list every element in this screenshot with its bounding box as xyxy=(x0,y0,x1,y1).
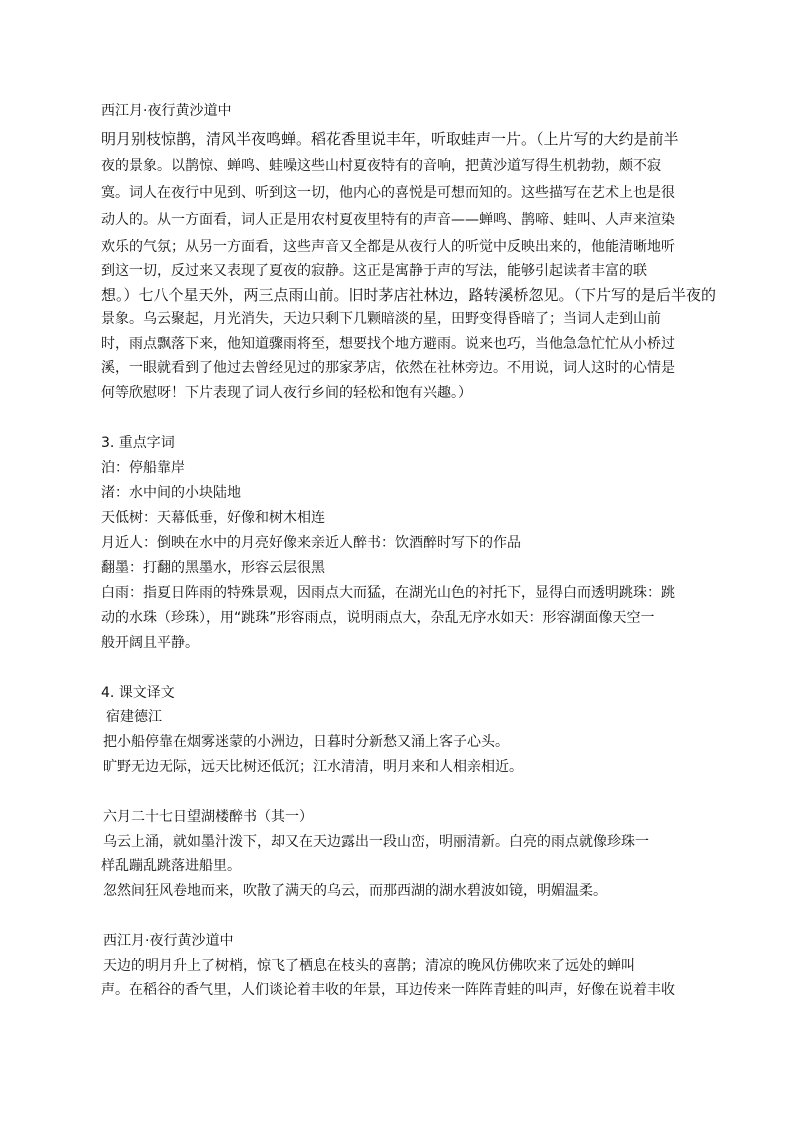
annotation-line: 景象。乌云聚起，月光消失，天边只剩下几颗暗淡的星，田野变得昏暗了；当词人走到山前 xyxy=(101,311,661,327)
annotation-line: 溪，一眼就看到了他过去曾经见过的那家茅店，依然在社林旁边。不用说，词人这时的心情是 xyxy=(101,360,675,376)
translation-line: 把小船停靠在烟雾迷蒙的小洲边，日暮时分新愁又涌上客子心头。 xyxy=(103,734,509,750)
translation-line: 旷野无边无际，远天比树还低沉；江水清清，明月来和人相亲相近。 xyxy=(103,759,523,775)
annotation-line: 想。）七八个星天外，两三点雨山前。旧时茅店社林边，路转溪桥忽见。（下片写的是后半夜的 xyxy=(101,286,717,304)
annotation-line: 时，雨点飘落下来，他知道骤雨将至，想要找个地方避雨。说来也巧，当他急急忙忙从小桥过 xyxy=(101,336,675,352)
annotation-line: 寞。词人在夜行中见到、听到这一切，他内心的喜悦是可想而知的。这些描写在艺术上也是很 xyxy=(101,185,675,201)
translation-title: 宿建德江 xyxy=(106,709,162,725)
annotation-line: 明月别枝惊鹊，清风半夜鸣蝉。稻花香里说丰年，听取蛙声一片。（上片写的大约是前半 xyxy=(101,130,679,148)
translation-line: 声。在稻谷的香气里，人们谈论着丰收的年景，耳边传来一阵阵青蛙的叫声，好像在说着丰收 xyxy=(101,982,675,998)
vocab-line: 翻墨：打翻的黑墨水，形容云层很黑 xyxy=(101,560,325,576)
vocab-line: 天低树：天幕低垂，好像和树木相连 xyxy=(101,510,325,526)
annotation-line: 动人的。从一方面看，词人正是用农村夏夜里特有的声音——蝉鸣、鹊啼、蛙叫、人声来渲染 xyxy=(101,212,675,228)
section-heading: 4. 课文译文 xyxy=(101,685,175,701)
annotation-line: 何等欣慰呀！下片表现了词人夜行乡间的轻松和饱有兴趣。） xyxy=(101,385,472,401)
translation-title: 西江月·夜行黄沙道中 xyxy=(103,933,234,949)
vocab-line: 月近人：倒映在水中的月亮好像来亲近人醉书：饮酒醉时写下的作品 xyxy=(101,535,521,551)
vocab-line: 白雨：指夏日阵雨的特殊景观，因雨点大而猛，在湖光山色的衬托下，显得白而透明跳珠：跳 xyxy=(101,585,675,601)
translation-line: 天边的明月升上了树梢，惊飞了栖息在枝头的喜鹊；清凉的晚风仿佛吹来了远处的蝉叫 xyxy=(103,958,635,974)
annotation-line: 到这一切，反过来又表现了夏夜的寂静。这正是寓静于声的写法，能够引起读者丰富的联 xyxy=(101,263,647,279)
annotation-line: 欢乐的气氛；从另一方面看，这些声音又全都是从夜行人的听觉中反映出来的，他能清晰地听 xyxy=(101,239,675,255)
vocab-line: 般开阔且平静。 xyxy=(101,635,199,651)
section-heading: 3. 重点字词 xyxy=(101,435,175,451)
annotation-line: 夜的景象。以鹊惊、蝉鸣、蛙噪这些山村夏夜特有的音响，把黄沙道写得生机勃勃，颇不寂 xyxy=(101,158,661,174)
translation-line: 忽然间狂风卷地而来，吹散了满天的乌云，而那西湖的湖水碧波如镜，明媚温柔。 xyxy=(103,883,607,899)
translation-line: 样乱蹦乱跳落进船里。 xyxy=(101,858,241,874)
vocab-line: 泊：停船靠岸 xyxy=(101,460,185,476)
vocab-line: 渚：水中间的小块陆地 xyxy=(101,485,241,501)
vocab-line: 动的水珠（珍珠），用“跳珠”形容雨点，说明雨点大，杂乱无序水如天：形容湖面像天空一 xyxy=(101,610,655,626)
poem-title: 西江月·夜行黄沙道中 xyxy=(101,103,232,119)
translation-title: 六月二十七日望湖楼醉书（其一） xyxy=(103,809,313,825)
translation-line: 乌云上涌，就如墨汁泼下，却又在天边露出一段山峦，明丽清新。白亮的雨点就像珍珠一 xyxy=(103,834,649,850)
